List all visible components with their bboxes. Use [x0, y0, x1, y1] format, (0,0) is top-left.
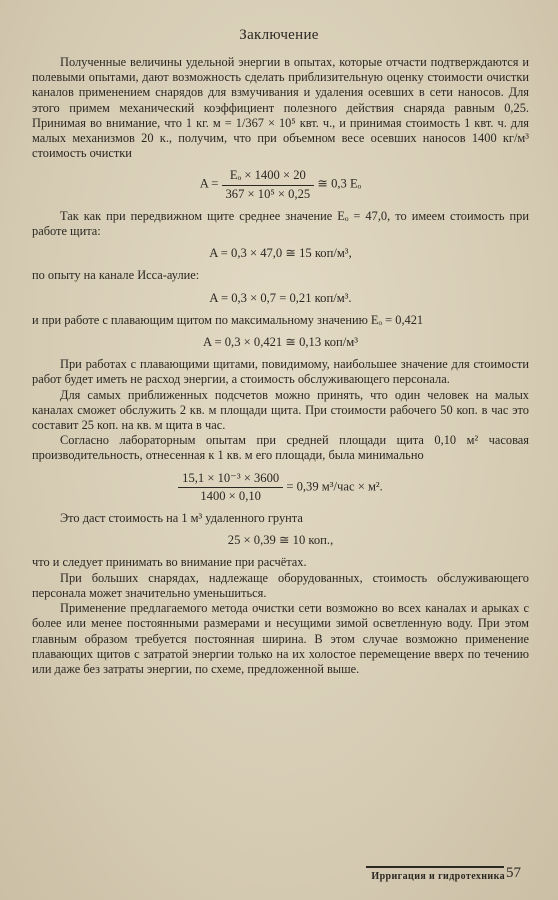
formula-6: 25 × 0,39 ≅ 10 коп.,	[227, 533, 334, 548]
footer-rule	[366, 866, 504, 868]
paragraph-3: по опыту на канале Исса-аулие:	[32, 268, 200, 283]
paragraph-5: При работах с плавающими щитами, повидимому, наибольшее значение для стоимости работ будет иметь не расход энергии, а стоимость обслуживающего персонала.	[32, 357, 529, 387]
formula-1	[32, 168, 529, 201]
paragraph-4: и при работе с плавающим щитом по максимальному значению Eₒ = 0,421	[32, 312, 424, 327]
paragraph-6: Для самых приближенных подсчетов можно принять, что один человек на малых каналах сможет обслужить 2 кв. м площади щита. При стоимости рабочего 50 коп. в час это составит 25 коп. на кв. м щита в час.	[32, 387, 529, 433]
formula-1-fraction	[222, 168, 315, 201]
formula-1-lhs: A =	[199, 177, 219, 192]
paragraph-11: Применение предлагаемого метода очистки сети возможно во всех каналах и арыках с более или менее постоянными размерами и несущими зимой осветленную воду. При этом главным образом требуется постоянная ширина. В этом случае возможно применение плавающих щитов с затратой энергии только на их холостое перемещение вверх по течению или даже без затраты энергии, по схеме, предложенной выше.	[32, 601, 529, 676]
paragraph-1: Полученные величины удельной энергии в опытах, которые отчасти подтверждаются и полевыми опытами, дают возможность сделать приблизительную оценку стоимости очистки каналов применением снарядов для взмучивания и удаления осевших в сети наносов. Для этого примем механический коэффициент полезного действия снаряда равным 0,25. Принимая во внимание, что 1 кг. м = 1/367 × 10⁵ квт. ч., и принимая стоимость 1 квт. ч. для малых механизмов 20 к., получим, что при объемном весе осевших наносов 1400 кг/м³ стоимость очистки	[32, 55, 529, 161]
paragraph-10: При больших снарядах, надлежаще оборудованных, стоимость обслуживающего персонала может значительно уменьшиться.	[32, 570, 529, 600]
formula-5-numerator: 15,1 × 10⁻³ × 3600	[178, 471, 283, 488]
formula-4: A = 0,3 × 0,421 ≅ 0,13 коп/м³	[202, 335, 359, 350]
paragraph-2: Так как при передвижном щите среднее значение Eₒ = 47,0, то имеем стоимость при работе щита:	[32, 208, 529, 239]
formula-5-rhs: = 0,39 м³/час × м².	[286, 479, 383, 494]
page-number: 57	[506, 865, 521, 881]
formula-2: A = 0,3 × 47,0 ≅ 15 коп/м³,	[209, 246, 352, 261]
paragraph-8: Это даст стоимость на 1 м³ удаленного грунта	[60, 511, 303, 526]
body-text	[32, 55, 529, 677]
formula-1-rhs: ≅ 0,3 Eₒ	[317, 177, 362, 192]
formula-1-denominator: 367 × 10⁵ × 0,25	[225, 186, 311, 201]
journal-title: Ирригация и гидротехника	[371, 871, 505, 882]
formula-1-numerator: Eₒ × 1400 × 20	[222, 168, 315, 185]
formula-3: A = 0,3 × 0,7 = 0,21 коп/м³.	[209, 290, 352, 305]
formula-5-denominator: 1400 × 0,10	[200, 488, 261, 503]
page-title: Заключение	[239, 27, 319, 43]
paragraph-7: Согласно лабораторным опытам при средней площади щита 0,10 м² часовая производительность, отнесенная к 1 кв. м его площади, была минимально	[32, 433, 529, 463]
formula-5-fraction	[178, 471, 283, 504]
paragraph-9: что и следует принимать во внимание при расчётах.	[32, 555, 307, 570]
page-footer	[340, 860, 530, 886]
formula-5	[32, 471, 529, 504]
